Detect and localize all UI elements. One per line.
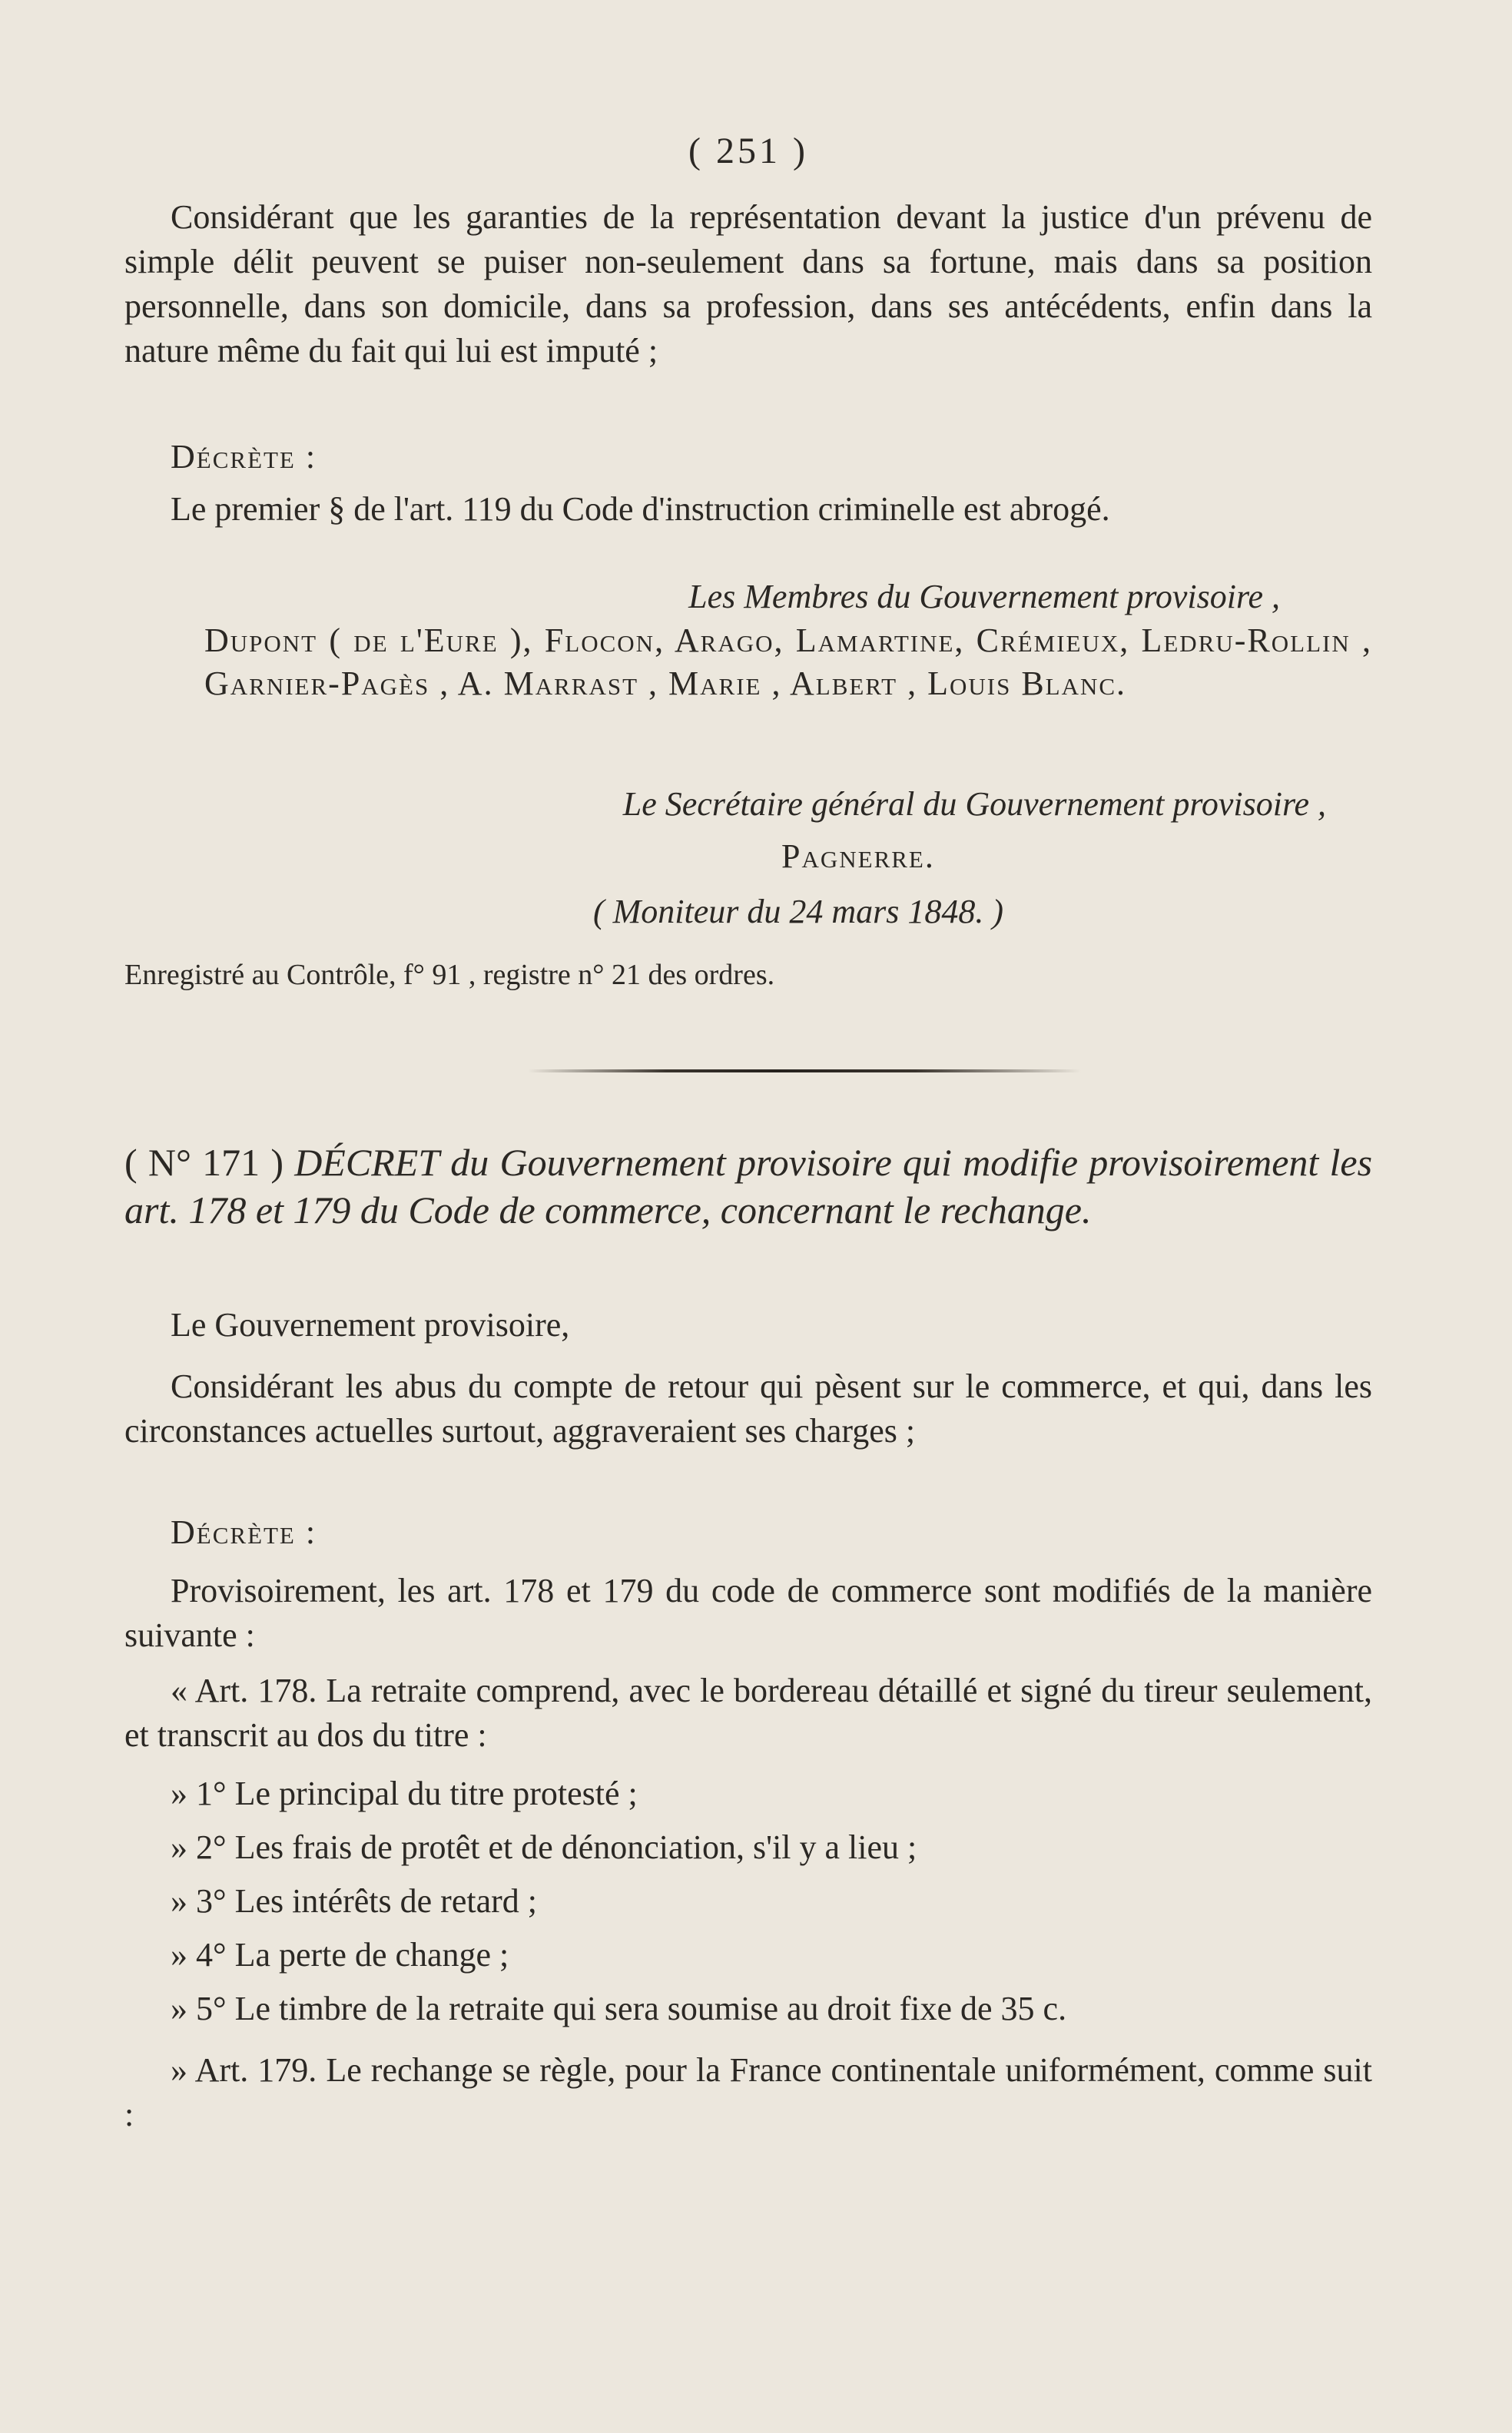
section-divider xyxy=(528,1069,1081,1072)
paragraph-provisoirement: Provisoirement, les art. 178 et 179 du code de commerce sont modifiés de la manière suivante : xyxy=(124,1572,1372,1654)
decree-title-word: DÉCRET xyxy=(294,1141,440,1184)
page-number: ( 251 ) xyxy=(688,131,808,171)
secretary-name: Pagnerre. xyxy=(781,837,935,875)
paragraph-considerant-garanties: Considérant que les garanties de la représentation devant la justice d'un prévenu de simple délit peuvent se puiser non-seulement dans sa fortune, mais dans sa position personnelle, dans son domicile, dans sa profession, dans ses antécédents, enfin dans la nature même du fait qui lui est imputé ; xyxy=(124,198,1372,370)
list-item-3: » 3° Les intérêts de retard ; xyxy=(171,1882,537,1920)
signatories-heading: Les Membres du Gouvernement provisoire , xyxy=(688,578,1280,615)
list-item-4: » 4° La perte de change ; xyxy=(171,1936,509,1974)
signatories-names: Dupont ( de l'Eure ), Flocon, Arago, Lamartine, Crémieux, Ledru-Rollin , Garnier-Pagès , A. Marrast , Marie , Albert , Louis Blanc. xyxy=(204,622,1372,702)
list-item-2: » 2° Les frais de protêt et de dénonciation, s'il y a lieu ; xyxy=(171,1828,917,1866)
secretary-heading: Le Secrétaire général du Gouvernement provisoire , xyxy=(622,785,1326,823)
decree-title-text: du Gouvernement provisoire qui modifie provisoirement les art. 178 et 179 du Code de commerce, concernant le rechange. xyxy=(124,1141,1373,1231)
paragraph-considerant-abus: Considérant les abus du compte de retour qui pèsent sur le commerce, et qui, dans les circonstances actuelles surtout, aggraveraient ses charges ; xyxy=(124,1367,1372,1450)
list-item-5: » 5° Le timbre de la retraite qui sera soumise au droit fixe de 35 c. xyxy=(171,1990,1067,2027)
source-citation: ( Moniteur du 24 mars 1848. ) xyxy=(593,893,1004,930)
list-item-1: » 1° Le principal du titre protesté ; xyxy=(171,1775,638,1812)
registration-note: Enregistré au Contrôle, f° 91 , registre n° 21 des ordres. xyxy=(124,959,775,991)
decree-title xyxy=(124,1139,1372,1234)
decrete-heading-2: Décrète : xyxy=(171,1513,317,1551)
paragraph-article-abroge: Le premier § de l'art. 119 du Code d'instruction criminelle est abrogé. xyxy=(171,490,1110,528)
article-179: » Art. 179. Le rechange se règle, pour la France continentale uniformément, comme suit : xyxy=(124,2051,1372,2133)
government-line: Le Gouvernement provisoire, xyxy=(171,1306,570,1344)
article-178: « Art. 178. La retraite comprend, avec le bordereau détaillé et signé du tireur seulement, et transcrit au dos du titre : xyxy=(124,1672,1372,1754)
decrete-heading: Décrète : xyxy=(171,438,317,476)
decree-number: ( N° 171 ) xyxy=(124,1141,284,1184)
